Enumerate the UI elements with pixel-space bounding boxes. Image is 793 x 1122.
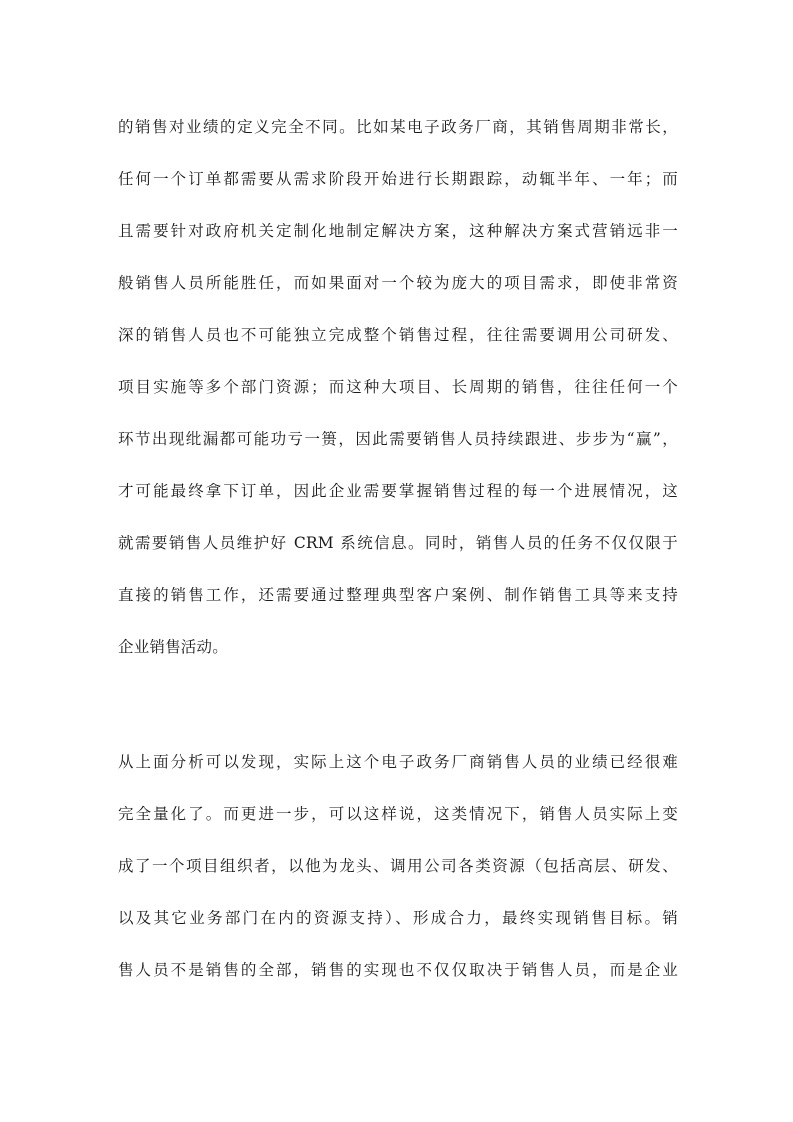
text-line: 深的销售人员也不可能独立完成整个销售过程，往往需要调用公司研发、: [118, 326, 678, 344]
text-line: 才可能最终拿下订单，因此企业需要掌握销售过程的每一个进展情况，这: [118, 482, 678, 500]
text-line: 从上面分析可以发现，实际上这个电子政务厂商销售人员的业绩已经很难: [118, 753, 678, 771]
text-line: 环节出现纰漏都可能功亏一篑，因此需要销售人员持续跟进、步步为“赢”，: [118, 430, 678, 448]
text-line: 售人员不是销售的全部，销售的实现也不仅仅取决于销售人员，而是企业: [118, 961, 678, 979]
text-line: 任何一个订单都需要从需求阶段开始进行长期跟踪，动辄半年、一年；而: [118, 170, 678, 188]
text-line-last: 企业销售活动。: [118, 638, 228, 656]
text-line: 以及其它业务部门在内的资源支持）、形成合力，最终实现销售目标。销: [118, 909, 678, 927]
text-line: 直接的销售工作，还需要通过整理典型客户案例、制作销售工具等来支持: [118, 586, 678, 604]
paragraph-sales-definition: [118, 101, 678, 673]
text-line: 成了一个项目组织者，以他为龙头、调用公司各类资源（包括高层、研发、: [118, 857, 678, 875]
text-line: 且需要针对政府机关定制化地制定解决方案，这种解决方案式营销远非一: [118, 222, 678, 240]
text-line: 项目实施等多个部门资源；而这种大项目、长周期的销售，往往任何一个: [118, 378, 678, 396]
paragraph-analysis: [118, 736, 678, 996]
text-line: 就需要销售人员维护好 CRM 系统信息。同时，销售人员的任务不仅仅限于: [118, 534, 678, 552]
text-line: 完全量化了。而更进一步，可以这样说，这类情况下，销售人员实际上变: [118, 805, 678, 823]
text-line: 的销售对业绩的定义完全不同。比如某电子政务厂商，其销售周期非常长，: [118, 118, 678, 136]
text-line: 般销售人员所能胜任，而如果面对一个较为庞大的项目需求，即使非常资: [118, 274, 678, 292]
